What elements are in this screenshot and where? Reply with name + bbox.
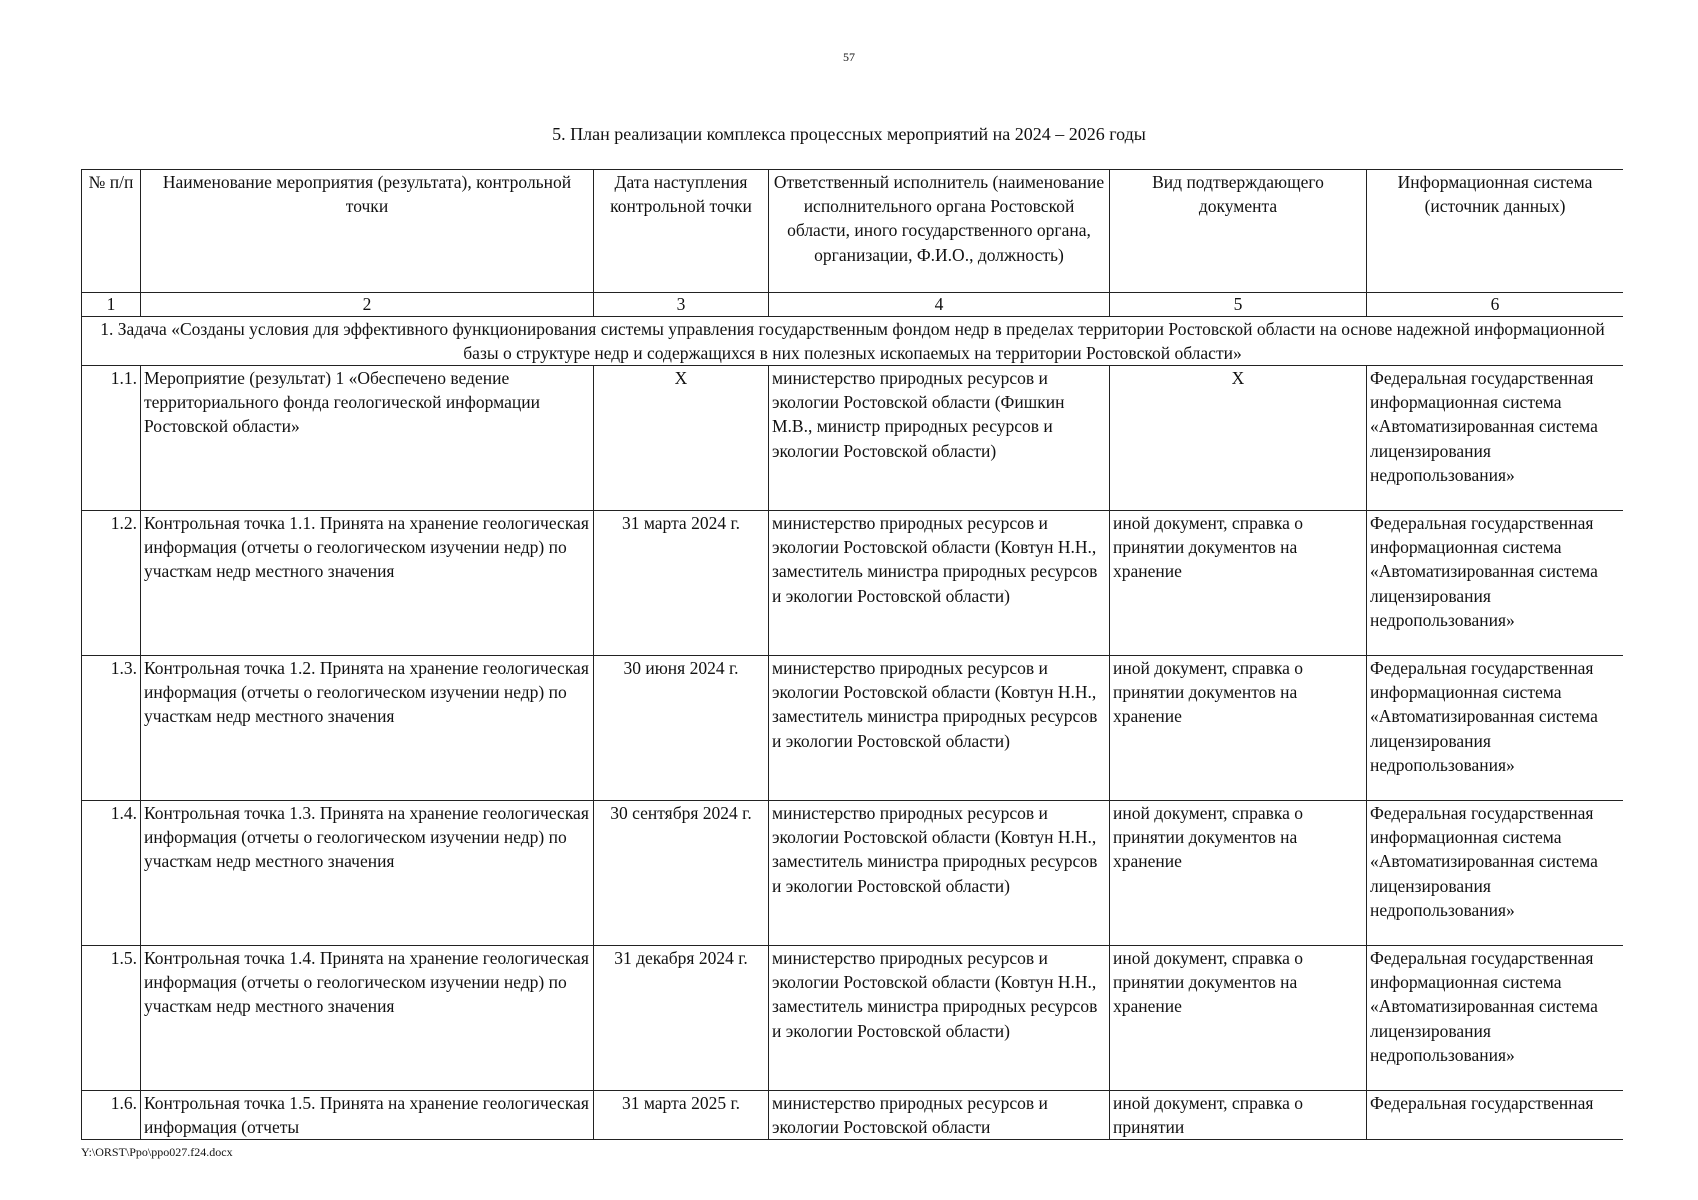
header-cell-date: Дата наступления контрольной точки [594,170,769,293]
row-number: 1.6. [82,1091,141,1140]
task-row [82,317,1624,366]
row-system: Федеральная государственная информационная система «Автоматизированная система лицензирования недропользования» [1367,366,1624,511]
row-name: Контрольная точка 1.1. Принята на хранение геологическая информация (отчеты о геологическом изучении недр) по участкам недр местного значения [141,511,594,656]
row-system: Федеральная государственная информационная система «Автоматизированная система лицензирования недропользования» [1367,511,1624,656]
table-row [82,511,1624,656]
row-name: Контрольная точка 1.2. Принята на хранение геологическая информация (отчеты о геологическом изучении недр) по участкам недр местного значения [141,656,594,801]
row-system: Федеральная государственная [1367,1091,1624,1140]
row-executor: министерство природных ресурсов и экологии Ростовской области (Ковтун Н.Н., заместитель министра природных ресурсов и экологии Ростовской области) [769,511,1110,656]
plan-table [81,169,1623,1140]
row-number: 1.1. [82,366,141,511]
row-document: Х [1110,366,1367,511]
header-cell-number: № п/п [82,170,141,293]
row-executor: министерство природных ресурсов и экологии Ростовской области (Фишкин М.В., министр природных ресурсов и экологии Ростовской области) [769,366,1110,511]
row-name: Мероприятие (результат) 1 «Обеспечено ведение территориального фонда геологической информации Ростовской области» [141,366,594,511]
column-number-row [82,293,1624,317]
row-date: 31 декабря 2024 г. [594,946,769,1091]
row-name: Контрольная точка 1.5. Принята на хранение геологическая информация (отчеты [141,1091,594,1140]
row-date: Х [594,366,769,511]
row-executor: министерство природных ресурсов и экологии Ростовской области (Ковтун Н.Н., заместитель министра природных ресурсов и экологии Ростовской области) [769,801,1110,946]
row-date: 31 марта 2025 г. [594,1091,769,1140]
table-row [82,656,1624,801]
column-number: 6 [1367,293,1624,317]
column-number: 5 [1110,293,1367,317]
row-number: 1.4. [82,801,141,946]
row-name: Контрольная точка 1.3. Принята на хранение геологическая информация (отчеты о геологическом изучении недр) по участкам недр местного значения [141,801,594,946]
header-cell-system: Информационная система (источник данных) [1367,170,1624,293]
row-number: 1.3. [82,656,141,801]
table-row [82,801,1624,946]
row-executor: министерство природных ресурсов и экологии Ростовской области (Ковтун Н.Н., заместитель министра природных ресурсов и экологии Ростовской области) [769,946,1110,1091]
page-title: 5. План реализации комплекса процессных мероприятий на 2024 – 2026 годы [552,124,1146,144]
row-document: иной документ, справка о принятии документов на хранение [1110,801,1367,946]
row-document: иной документ, справка о принятии документов на хранение [1110,656,1367,801]
table-row [82,1091,1624,1140]
row-date: 30 июня 2024 г. [594,656,769,801]
task-cell: 1. Задача «Созданы условия для эффективного функционирования системы управления государственным фондом недр в пределах территории Ростовской области на основе надежной информационной базы о структуре недр и содержащихся в них полезных ископаемых на территории Ростовской области» [82,317,1624,366]
row-date: 30 сентября 2024 г. [594,801,769,946]
header-cell-document: Вид подтверждающего документа [1110,170,1367,293]
row-document: иной документ, справка о принятии [1110,1091,1367,1140]
row-system: Федеральная государственная информационная система «Автоматизированная система лицензирования недропользования» [1367,656,1624,801]
table-row [82,946,1624,1091]
row-document: иной документ, справка о принятии документов на хранение [1110,511,1367,656]
row-executor: министерство природных ресурсов и экологии Ростовской области [769,1091,1110,1140]
column-number: 3 [594,293,769,317]
row-system: Федеральная государственная информационная система «Автоматизированная система лицензирования недропользования» [1367,801,1624,946]
row-executor: министерство природных ресурсов и экологии Ростовской области (Ковтун Н.Н., заместитель министра природных ресурсов и экологии Ростовской области) [769,656,1110,801]
row-date: 31 марта 2024 г. [594,511,769,656]
row-number: 1.5. [82,946,141,1091]
table-row [82,366,1624,511]
page-number: 57 [843,50,855,64]
header-cell-executor: Ответственный исполнитель (наименование исполнительного органа Ростовской области, иного государственного органа, организации, Ф.И.О., должность) [769,170,1110,293]
plan-table-container [81,169,1623,1140]
column-number: 1 [82,293,141,317]
footer-file-path: Y:\ORST\Ppo\ppo027.f24.docx [81,1145,233,1159]
row-number: 1.2. [82,511,141,656]
row-name: Контрольная точка 1.4. Принята на хранение геологическая информация (отчеты о геологическом изучении недр) по участкам недр местного значения [141,946,594,1091]
header-cell-name: Наименование мероприятия (результата), контрольной точки [141,170,594,293]
row-system: Федеральная государственная информационная система «Автоматизированная система лицензирования недропользования» [1367,946,1624,1091]
table-header-row [82,170,1624,293]
column-number: 4 [769,293,1110,317]
row-document: иной документ, справка о принятии документов на хранение [1110,946,1367,1091]
column-number: 2 [141,293,594,317]
